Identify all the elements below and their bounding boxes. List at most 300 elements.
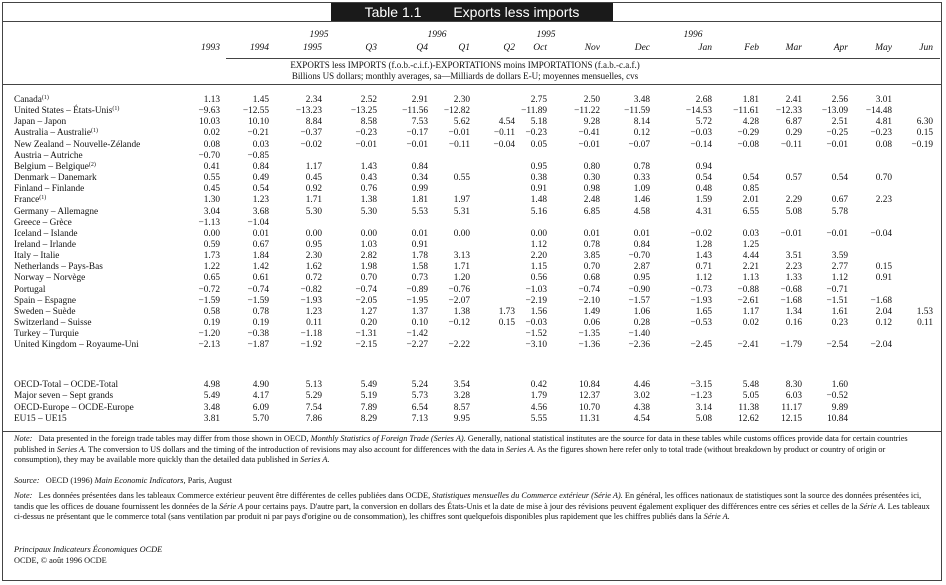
table-cell: 1.65: [695, 306, 712, 317]
row-label-text: Switzerland – Suisse: [14, 318, 92, 328]
column-header: Jan: [698, 43, 712, 53]
table-cell: 0.08: [875, 139, 892, 150]
source-line: [14, 476, 934, 487]
table-cell: −0.14: [690, 139, 712, 150]
footnote-marker: (2): [88, 161, 96, 168]
table-cell: −0.41: [578, 128, 600, 139]
table-cell: 5.18: [530, 117, 547, 128]
table-cell: 0.05: [530, 139, 547, 150]
row-label: [14, 273, 85, 284]
table-cell: 1.17: [305, 161, 322, 172]
table-cell: 6.09: [252, 402, 269, 413]
row-label: [14, 307, 75, 318]
row-label-text: Canada: [14, 95, 42, 105]
table-cell: 9.95: [453, 413, 470, 424]
table-cell: 0.58: [203, 306, 220, 317]
table-cell: −0.74: [578, 284, 600, 295]
table-cell: 2.30: [305, 251, 322, 262]
table-number: Table 1.1: [364, 4, 422, 20]
row-label-text: Netherlands – Pays-Bas: [14, 262, 103, 273]
table-cell: 0.54: [252, 184, 269, 195]
table-cell: 3.28: [453, 391, 470, 402]
row-label-text: Australia – Australie: [14, 128, 91, 139]
table-cell: 1.20: [453, 273, 470, 284]
source-title: Main Economic Indicators,: [94, 476, 186, 485]
table-row: [0, 285, 946, 296]
table-cell: 0.55: [203, 173, 220, 184]
row-label-text: Ireland – Irlande: [14, 239, 76, 250]
table-cell: 1.03: [360, 239, 377, 250]
table-cell: 0.92: [305, 184, 322, 195]
table-cell: 0.91: [530, 184, 547, 195]
table-cell: 3.02: [633, 391, 650, 402]
note-text: Generally, national statistical institutes are the source for data in these tables while customs offices provide data for certain countries published in: [14, 434, 908, 454]
column-header: Feb: [744, 43, 759, 53]
table-cell: −12.82: [443, 106, 470, 117]
table-cell: 5.62: [453, 117, 470, 128]
total-row: [0, 414, 946, 425]
table-cell: 5.05: [742, 391, 759, 402]
table-row: [0, 95, 946, 106]
table-cell: 3.48: [633, 95, 650, 105]
table-cell: 0.11: [306, 318, 322, 328]
table-cell: −2.41: [737, 340, 759, 351]
table-cell: −0.89: [406, 284, 428, 295]
table-cell: 3.81: [203, 413, 220, 424]
table-cell: 10.10: [248, 117, 269, 128]
table-cell: −0.01: [780, 228, 802, 239]
table-cell: 0.98: [583, 184, 600, 195]
table-cell: 1.37: [411, 306, 428, 317]
table-cell: 4.54: [633, 413, 650, 424]
table-cell: −12.33: [775, 106, 802, 117]
table-cell: 4.31: [695, 206, 712, 217]
table-cell: 1.13: [203, 95, 220, 105]
note-text: Les tableaux ci-dessus ne présentant que le commerce total (sans ventilation par produit ni par pays d'origine ou de consommation), les chiffres sont quelquefois disponibles plus rapidement que les chiffres publiés dans la: [14, 501, 930, 522]
table-cell: 1.22: [203, 262, 220, 273]
table-cell: −1.93: [690, 295, 712, 306]
table-cell: 0.95: [633, 273, 650, 284]
table-cell: 5.30: [360, 206, 377, 217]
table-cell: −1.18: [300, 329, 322, 340]
table-cell: 1.38: [360, 195, 377, 206]
table-cell: 0.54: [695, 173, 712, 184]
row-label-text: OECD-Europe – OCDE-Europe: [14, 402, 134, 413]
table-cell: −0.90: [628, 284, 650, 295]
table-cell: −1.79: [780, 340, 802, 351]
table-row: [0, 162, 946, 173]
table-cell: 3.68: [252, 206, 269, 217]
column-header: May: [875, 43, 892, 53]
table-row: [0, 307, 946, 318]
table-cell: 1.53: [916, 306, 933, 317]
table-cell: 5.29: [305, 391, 322, 402]
table-cell: 0.68: [583, 273, 600, 284]
table-cell: −0.12: [448, 318, 470, 328]
table-cell: 0.16: [785, 318, 802, 328]
table-cell: 0.70: [583, 262, 600, 273]
table-cell: −0.03: [690, 128, 712, 139]
table-cell: 0.71: [695, 262, 712, 273]
table-cell: 0.84: [252, 161, 269, 172]
table-cell: −0.25: [826, 128, 848, 139]
table-cell: −0.03: [525, 318, 547, 328]
table-cell: 4.58: [633, 206, 650, 217]
table-cell: −0.71: [826, 284, 848, 295]
table-cell: 0.30: [583, 173, 600, 184]
table-cell: 0.84: [633, 239, 650, 250]
table-cell: 0.06: [583, 318, 600, 328]
table-cell: 3.51: [785, 251, 802, 262]
row-label: [14, 329, 79, 340]
table-cell: −0.04: [493, 139, 515, 150]
table-cell: 5.08: [785, 206, 802, 217]
table-cell: 0.99: [411, 184, 428, 195]
table-cell: 1.12: [695, 273, 712, 284]
row-label: [14, 128, 98, 139]
table-cell: 1.25: [742, 239, 759, 250]
row-label: [14, 195, 46, 206]
column-header: Q2: [503, 43, 515, 53]
table-cell: 5.16: [530, 206, 547, 217]
table-cell: −13.09: [821, 106, 848, 117]
row-label: [14, 207, 98, 218]
table-cell: 0.48: [695, 184, 712, 195]
table-cell: −0.01: [448, 128, 470, 139]
note-series: Série A: [219, 501, 244, 511]
table-cell: −1.04: [247, 217, 269, 228]
table-cell: 1.23: [305, 306, 322, 317]
row-label: [14, 391, 113, 402]
table-cell: 2.52: [360, 95, 377, 105]
table-cell: 1.58: [411, 262, 428, 273]
table-cell: −0.23: [870, 128, 892, 139]
note-text: Les données présentées dans les tableaux Commerce extérieur peuvent être différentes de celles publiées dans OCDE,: [38, 491, 433, 500]
table-cell: 5.31: [453, 206, 470, 217]
row-label-text: Norway – Norvège: [14, 273, 86, 284]
table-cell: 0.33: [633, 173, 650, 184]
table-cell: −2.13: [198, 340, 220, 351]
table-cell: −12.55: [242, 106, 269, 117]
footnote-marker: (1): [39, 195, 47, 202]
table-cell: 1.27: [360, 306, 377, 317]
table-cell: −0.74: [247, 284, 269, 295]
footnote-marker: (1): [90, 128, 98, 135]
table-cell: 0.12: [633, 128, 650, 139]
table-cell: −0.73: [690, 284, 712, 295]
table-cell: 2.56: [831, 95, 848, 105]
table-cell: −2.04: [870, 340, 892, 351]
table-cell: 0.45: [203, 184, 220, 195]
table-cell: −13.23: [295, 106, 322, 117]
table-cell: 1.59: [695, 195, 712, 206]
table-cell: 0.08: [203, 139, 220, 150]
year-group-1996-quarters: 1996: [427, 30, 447, 40]
table-cell: 1.98: [360, 262, 377, 273]
table-cell: −0.52: [826, 391, 848, 402]
table-cell: 10.03: [199, 117, 220, 128]
table-cell: −14.53: [685, 106, 712, 117]
table-cell: −2.22: [448, 340, 470, 351]
table-cell: 3.59: [831, 251, 848, 262]
table-cell: −1.13: [198, 217, 220, 228]
table-cell: 9.28: [583, 117, 600, 128]
table-cell: 1.30: [203, 195, 220, 206]
table-cell: 7.53: [411, 117, 428, 128]
table-cell: 0.12: [875, 318, 892, 328]
row-label: [14, 173, 97, 184]
table-cell: 5.78: [831, 206, 848, 217]
table-cell: 3.14: [695, 402, 712, 413]
table-cell: −1.31: [355, 329, 377, 340]
row-label: [14, 229, 78, 240]
table-cell: 0.28: [633, 318, 650, 328]
table-cell: 0.00: [360, 228, 377, 239]
note-series: Series A.: [300, 455, 330, 465]
table-cell: −0.29: [737, 128, 759, 139]
table-cell: 0.42: [530, 380, 547, 390]
column-header: Q1: [458, 43, 470, 53]
note-french: [14, 491, 934, 523]
row-label-text: United Kingdom – Royaume-Uni: [14, 340, 139, 351]
table-cell: 2.77: [831, 262, 848, 273]
table-cell: 2.48: [583, 195, 600, 206]
table-cell: 0.15: [498, 318, 515, 328]
row-label: [14, 318, 91, 329]
column-header: Dec: [634, 43, 650, 53]
footer: [14, 545, 934, 566]
table-row: [0, 173, 946, 184]
units-line-2: Billions US dollars; monthly averages, sa—Milliards de dollars E-U; moyennes mensuelles, cvs: [291, 71, 639, 81]
table-cell: 0.19: [252, 318, 269, 328]
column-header: Q4: [416, 43, 428, 53]
table-row: [0, 296, 946, 307]
row-label-text: EU15 – UE15: [14, 413, 67, 424]
table-cell: 0.73: [411, 273, 428, 284]
table-cell: −0.17: [406, 128, 428, 139]
column-header: 1994: [250, 43, 269, 53]
table-cell: 0.54: [742, 173, 759, 184]
table-cell: −1.36: [578, 340, 600, 351]
row-label: [14, 151, 83, 162]
table-cell: 5.70: [252, 413, 269, 424]
table-cell: −0.01: [826, 139, 848, 150]
table-cell: −0.21: [247, 128, 269, 139]
header-rule: [226, 58, 940, 59]
table-cell: 6.30: [916, 117, 933, 128]
footnote-marker: (1): [112, 106, 120, 113]
table-cell: 4.38: [633, 402, 650, 413]
table-cell: 0.10: [411, 318, 428, 328]
table-row: [0, 117, 946, 128]
table-cell: −0.38: [247, 329, 269, 340]
table-cell: 0.70: [875, 173, 892, 184]
note-series: Série A.: [859, 501, 886, 511]
row-label: [14, 218, 72, 229]
table-cell: 2.41: [785, 95, 802, 105]
table-cell: −1.92: [300, 340, 322, 351]
table-cell: −2.54: [826, 340, 848, 351]
column-header: Nov: [584, 43, 600, 53]
table-cell: 7.86: [305, 413, 322, 424]
year-group-1996-months: 1996: [683, 30, 703, 40]
note-title: Statistiques mensuelles du Commerce extérieur (Série A).: [432, 491, 623, 500]
table-cell: 12.37: [579, 391, 600, 402]
table-cell: 0.00: [530, 228, 547, 239]
table-cell: 2.30: [453, 95, 470, 105]
table-cell: 0.78: [252, 306, 269, 317]
table-cell: 0.84: [411, 161, 428, 172]
table-cell: −1.93: [300, 295, 322, 306]
table-cell: 0.01: [633, 228, 650, 239]
row-label-text: Italy – Italie: [14, 251, 60, 262]
table-cell: 2.01: [742, 195, 759, 206]
table-cell: 1.42: [252, 262, 269, 273]
table-cell: 0.76: [360, 184, 377, 195]
table-cell: 1.33: [785, 273, 802, 284]
table-cell: −1.35: [578, 329, 600, 340]
table-cell: 8.14: [633, 117, 650, 128]
table-cell: 1.43: [360, 161, 377, 172]
table-cell: 0.38: [530, 173, 547, 184]
table-cell: 1.71: [305, 195, 322, 206]
table-cell: 1.73: [203, 251, 220, 262]
table-cell: 12.15: [781, 413, 802, 424]
table-cell: −1.95: [406, 295, 428, 306]
table-cell: 5.73: [411, 391, 428, 402]
table-cell: 9.89: [831, 402, 848, 413]
table-row: [0, 218, 946, 229]
table-cell: −0.02: [300, 139, 322, 150]
table-cell: 1.46: [633, 195, 650, 206]
units-line-1: EXPORTS less IMPORTS (f.o.b.-c.i.f.)-EXPORTATIONS moins IMPORTATIONS (f.a.b.-c.a.f.): [290, 60, 640, 70]
table-cell: 0.80: [583, 161, 600, 172]
column-header: Oct: [533, 43, 547, 53]
table-cell: −2.19: [525, 295, 547, 306]
table-cell: −11.22: [574, 106, 600, 117]
table-cell: 4.17: [252, 391, 269, 402]
table-row: [0, 251, 946, 262]
table-cell: −0.37: [300, 128, 322, 139]
table-cell: 3.13: [453, 251, 470, 262]
table-cell: 6.55: [742, 206, 759, 217]
column-header: 1995: [303, 43, 322, 53]
notes-rule: [2, 431, 942, 432]
table-cell: 1.78: [411, 251, 428, 262]
table-cell: −1.57: [628, 295, 650, 306]
table-cell: 0.15: [916, 128, 933, 139]
table-cell: 5.24: [411, 380, 428, 390]
table-cell: 1.09: [633, 184, 650, 195]
table-cell: −2.61: [737, 295, 759, 306]
table-cell: 0.23: [831, 318, 848, 328]
source-label: Source:: [14, 476, 40, 485]
total-row: [0, 403, 946, 414]
row-label-text: Japan – Japon: [14, 117, 67, 128]
table-cell: 1.81: [411, 195, 428, 206]
table-cell: 5.55: [530, 413, 547, 424]
row-label-text: Austria – Autriche: [14, 150, 83, 161]
table-cell: 0.00: [453, 228, 470, 239]
table-cell: −11.56: [402, 106, 428, 117]
table-cell: 0.61: [252, 273, 269, 284]
table-cell: 0.95: [530, 161, 547, 172]
table-cell: −11.89: [521, 106, 547, 117]
footer-publication: Principaux Indicateurs Économiques OCDE: [14, 545, 163, 554]
table-row: [0, 240, 946, 251]
table-cell: 0.20: [360, 318, 377, 328]
table-cell: 2.34: [305, 95, 322, 105]
table-cell: 0.43: [360, 173, 377, 184]
table-cell: −11.61: [733, 106, 759, 117]
table-cell: −0.70: [198, 150, 220, 161]
table-cell: 1.13: [742, 273, 759, 284]
table-cell: 2.87: [633, 262, 650, 273]
table-cell: 3.54: [453, 380, 470, 390]
table-cell: 12.62: [738, 413, 759, 424]
table-row: [0, 128, 946, 139]
row-label: [14, 403, 134, 414]
column-header: Q3: [365, 43, 377, 53]
table-cell: 0.72: [305, 273, 322, 284]
table-cell: 0.70: [360, 273, 377, 284]
table-cell: 0.02: [203, 128, 220, 139]
table-cell: 0.49: [252, 173, 269, 184]
table-cell: −0.04: [870, 228, 892, 239]
table-cell: 5.49: [360, 380, 377, 390]
table-cell: 1.97: [453, 195, 470, 206]
table-cell: 1.61: [831, 306, 848, 317]
row-label-text: Belgium – Belgique: [14, 161, 89, 172]
year-group-1995-quarters: 1995: [309, 30, 329, 40]
table-cell: 5.19: [360, 391, 377, 402]
row-label: [14, 117, 66, 128]
row-label-text: Finland – Finlande: [14, 184, 85, 195]
row-label-text: OECD-Total – OCDE-Total: [14, 380, 119, 390]
table-cell: 0.56: [530, 273, 547, 284]
table-cell: −0.08: [737, 139, 759, 150]
table-cell: 11.31: [579, 413, 600, 424]
table-cell: 10.70: [579, 402, 600, 413]
table-cell: 0.03: [252, 139, 269, 150]
table-cell: −0.53: [690, 318, 712, 328]
table-cell: 4.98: [203, 380, 220, 390]
note-text: En général, les offices nationaux de statistiques sont la source des données présentées ici, tandis que les offices de douane fournissent les données de la: [14, 491, 922, 511]
table-cell: −14.48: [865, 106, 892, 117]
table-cell: −1.68: [780, 295, 802, 306]
table-cell: 0.55: [453, 173, 470, 184]
table-cell: −0.70: [628, 251, 650, 262]
table-cell: 1.71: [453, 262, 470, 273]
table-cell: −2.05: [355, 295, 377, 306]
table-cell: 4.56: [530, 402, 547, 413]
note-series: Series A.: [56, 444, 87, 454]
table-cell: 1.79: [530, 391, 547, 402]
table-cell: 2.50: [583, 95, 600, 105]
table-cell: −0.74: [355, 284, 377, 295]
table-row: [0, 329, 946, 340]
table-cell: 1.38: [453, 306, 470, 317]
table-row: [0, 140, 946, 151]
table-cell: 6.85: [583, 206, 600, 217]
row-label: [14, 184, 84, 195]
row-label: [14, 380, 118, 391]
table-cell: −1.03: [525, 284, 547, 295]
table-cell: −0.02: [690, 228, 712, 239]
column-header: Mar: [785, 43, 802, 53]
note-title: Monthly Statistics of Foreign Trade (Series A).: [310, 434, 466, 443]
table-cell: −1.59: [198, 295, 220, 306]
